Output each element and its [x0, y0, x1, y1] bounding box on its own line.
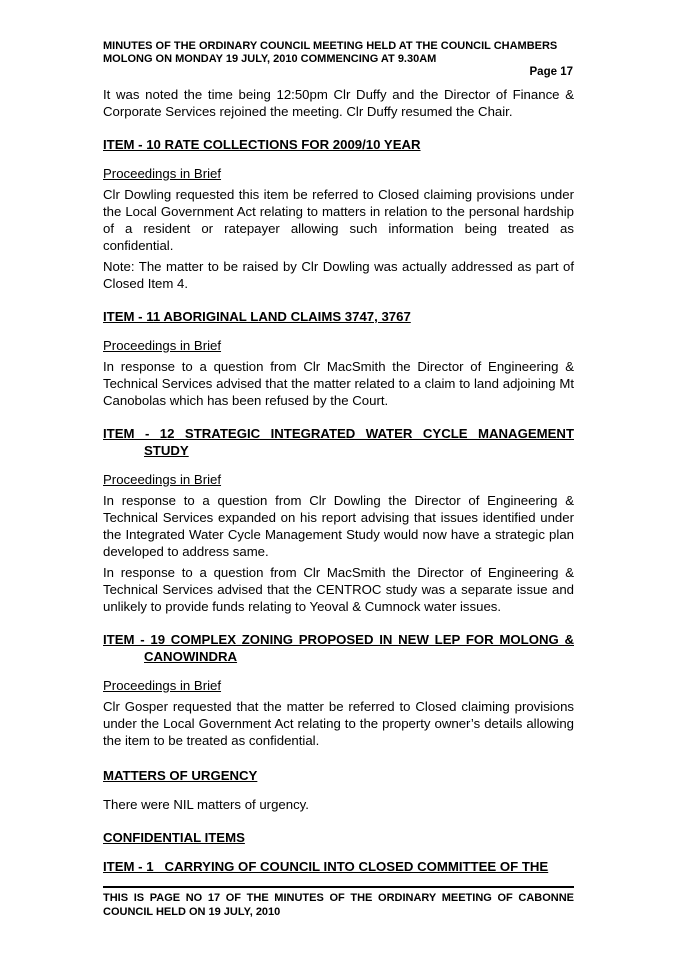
item-19-heading-line-2: CANOWINDRA: [144, 649, 238, 664]
page-header: [103, 40, 574, 66]
item-10-paragraph-1: Clr Dowling requested this item be referred to Closed claiming provisions under the Local Government Act relating to matters in relation to the personal hardship of a resident or ratepayer allowing such information being treated as confidential.: [103, 187, 574, 253]
urgency-text: There were NIL matters of urgency.: [103, 797, 309, 812]
item-10-heading: ITEM - 10 RATE COLLECTIONS FOR 2009/10 YEAR: [103, 137, 421, 152]
item-10-subheading: Proceedings in Brief: [103, 166, 222, 181]
header-line-2: MOLONG ON MONDAY 19 JULY, 2010 COMMENCING AT 9.30AM: [103, 53, 437, 65]
item-12-paragraph-2: In response to a question from Clr MacSmith the Director of Engineering & Technical Services advised that the CENTROC study was a separate issue and unlikely to provide funds relating to Yeoval & Cumnock water issues.: [103, 565, 574, 614]
item-12-paragraph-1: In response to a question from Clr Dowling the Director of Engineering & Technical Services expanded on his report advising that issues identified under the Integrated Water Cycle Management Study would now have a strategic plan developed to address same.: [103, 493, 574, 559]
item-19-heading-line-1: ITEM - 19 COMPLEX ZONING PROPOSED IN NEW LEP FOR MOLONG &: [103, 632, 574, 647]
item-11-paragraph-1: In response to a question from Clr MacSmith the Director of Engineering & Technical Services advised that the matter related to a claim to land adjoining Mt Canobolas which has been refused by the Court.: [103, 359, 574, 408]
item-19-heading: [103, 631, 574, 665]
confidential-heading: CONFIDENTIAL ITEMS: [103, 830, 245, 845]
header-line-1: MINUTES OF THE ORDINARY COUNCIL MEETING HELD AT THE COUNCIL CHAMBERS: [103, 40, 558, 52]
footer-line-2: COUNCIL HELD ON 19 JULY, 2010: [103, 906, 281, 918]
item-11-subheading: Proceedings in Brief: [103, 338, 222, 353]
urgency-heading: MATTERS OF URGENCY: [103, 768, 258, 783]
footer-line-1: THIS IS PAGE NO 17 OF THE MINUTES OF THE ORDINARY MEETING OF CABONNE: [103, 892, 574, 904]
item-19-subheading: Proceedings in Brief: [103, 678, 222, 693]
intro-paragraph: It was noted the time being 12:50pm Clr Duffy and the Director of Finance & Corporate Services rejoined the meeting. Clr Duffy resumed the Chair.: [103, 87, 574, 119]
footer-rule: [103, 886, 574, 888]
item-12-heading-line-2: STUDY: [144, 443, 189, 458]
item-12-subheading: Proceedings in Brief: [103, 472, 222, 487]
item-10-paragraph-2: Note: The matter to be raised by Clr Dowling was actually addressed as part of Closed Item 4.: [103, 259, 574, 291]
item-12-heading: [103, 425, 574, 459]
document-body: [103, 86, 574, 875]
item-11-heading: ITEM - 11 ABORIGINAL LAND CLAIMS 3747, 3767: [103, 309, 411, 324]
confidential-item-1-heading: ITEM - 1 CARRYING OF COUNCIL INTO CLOSED COMMITTEE OF THE: [103, 859, 549, 874]
item-19-paragraph-1: Clr Gosper requested that the matter be referred to Closed claiming provisions under the Local Government Act relating to the property owner’s details allowing the item to be treated as confidential.: [103, 699, 574, 748]
page-number: Page 17: [529, 66, 573, 78]
page-footer: [103, 891, 574, 919]
item-12-heading-line-1: ITEM - 12 STRATEGIC INTEGRATED WATER CYCLE MANAGEMENT: [103, 426, 574, 441]
